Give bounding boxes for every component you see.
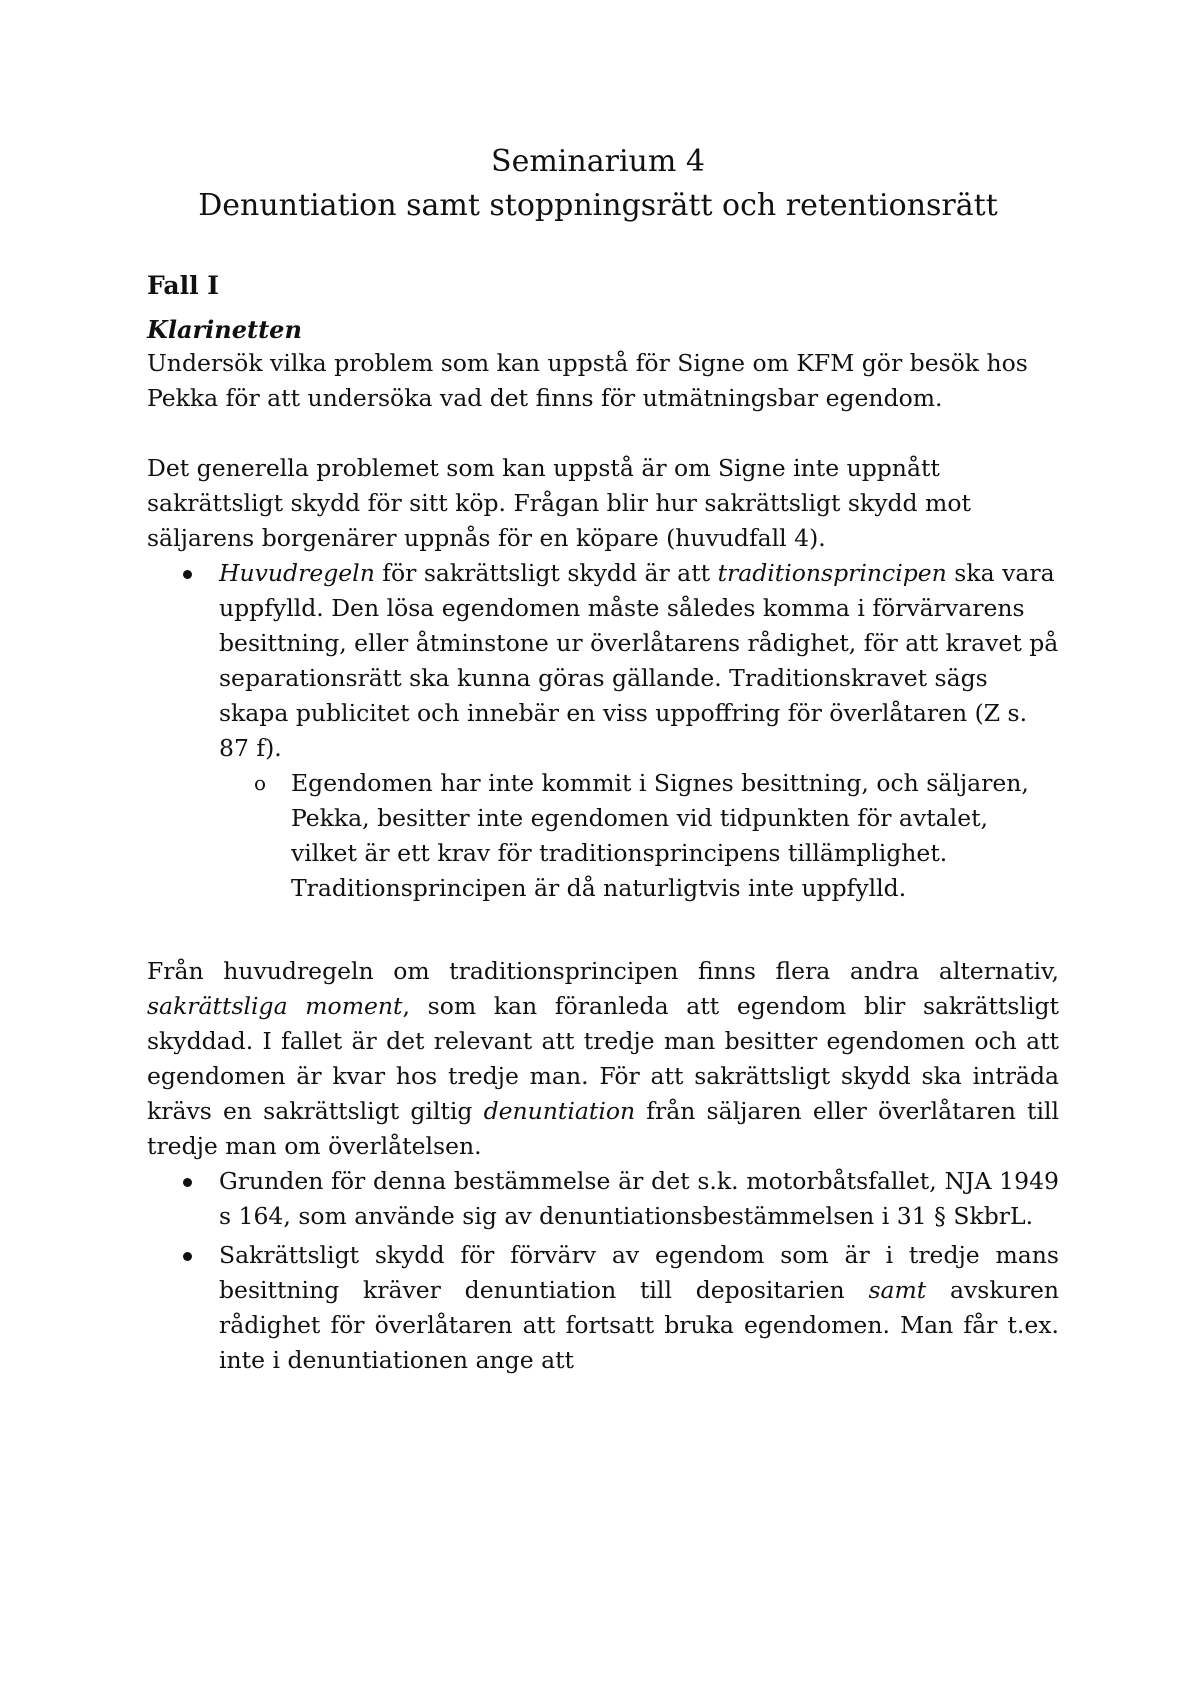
question-paragraph: Undersök vilka problem som kan uppstå för Signe om KFM gör besök hos Pekka för att undersöka vad det finns för utmätningsbar egendom. <box>147 349 1028 412</box>
paragraph-text: Från huvudregeln om traditionsprincipen finns flera andra alternativ, <box>147 957 1059 985</box>
paragraph-spacer <box>147 906 1059 954</box>
emphasis-denuntiation: denuntiation <box>483 1097 636 1125</box>
paragraph-text: , som kan föranleda att egendom blir sakrättsligt skyddad. I fallet är det relevant att tredje man besitter egendomen och att egendomen är kvar hos tredje man. För att sakrättsligt skydd ska inträda krävs en sakrättsligt giltig <box>147 992 1059 1125</box>
intro-paragraph: Det generella problemet som kan uppstå är om Signe inte uppnått sakrättsligt skydd för sitt köp. Frågan blir hur sakrättsligt skydd mot säljarens borgenärer uppnås för en köpare (huvudfall 4). <box>147 454 971 552</box>
title-line-1: Seminarium 4 <box>491 144 705 179</box>
section-heading: Fall I <box>147 271 219 300</box>
main-rule-list <box>147 556 1059 906</box>
paragraph-spacer <box>147 416 1059 451</box>
emphasis-sakrattsliga-moment: sakrättsliga moment <box>147 992 403 1020</box>
bullet-tredje-man <box>147 1238 1059 1378</box>
bullet-dot-icon <box>183 570 192 579</box>
paragraph-text: från säljaren eller överlåtaren till tredje man om överlåtelsen. <box>147 1097 1060 1160</box>
bullet-text: Grunden för denna bestämmelse är det s.k. motorbåtsfallet, NJA 1949 s 164, som använde sig av denuntiationsbestämmelsen i 31 § SkbrL. <box>219 1167 1059 1230</box>
sub-bullet-text: Egendomen har inte kommit i Signes besittning, och säljaren, Pekka, besitter inte egendomen vid tidpunkten för avtalet, vilket är ett krav för traditionsprincipens tillämplighet. Traditionsprincipen är då naturligtvis inte uppfylld. <box>291 769 1029 902</box>
bullet-text: för sakrättsligt skydd är att <box>374 559 718 587</box>
case-title: Klarinetten <box>147 315 302 344</box>
alternatives-paragraph <box>147 954 1059 1164</box>
title-line-2: Denuntiation samt stoppningsrätt och retentionsrätt <box>198 188 998 223</box>
denuntiation-list <box>147 1164 1059 1378</box>
emphasis-huvudregeln: Huvudregeln <box>219 559 375 587</box>
bullet-text: ska vara uppfylld. Den lösa egendomen måste således komma i förvärvarens besittning, eller åtminstone ur överlåtarens rådighet, för att kravet på separationsrätt ska kunna göras gällande. Traditionskravet sägs skapa publicitet och innebär en viss uppoffring för överlåtaren (Z s. 87 f). <box>219 559 1059 762</box>
sub-bullet <box>219 766 1059 906</box>
emphasis-samt: samt <box>868 1276 927 1304</box>
bullet-text: avskuren rådighet för överlåtaren att fortsatt bruka egendomen. Man får t.ex. inte i denuntiationen ange att <box>219 1276 1059 1374</box>
bullet-main-rule <box>147 556 1059 906</box>
hollow-circle-icon: o <box>254 771 267 795</box>
document-page <box>147 140 1059 1378</box>
bullet-dot-icon <box>183 1252 192 1261</box>
bullet-motorbatsfallet <box>147 1164 1059 1234</box>
bullet-dot-icon <box>183 1178 192 1187</box>
emphasis-traditionsprincipen: traditionsprincipen <box>717 559 947 587</box>
sub-list <box>219 766 1059 906</box>
document-title <box>137 140 1059 228</box>
bullet-text: Sakrättsligt skydd för förvärv av egendom som är i tredje mans besittning kräver denuntiation till depositarien <box>219 1241 1059 1304</box>
